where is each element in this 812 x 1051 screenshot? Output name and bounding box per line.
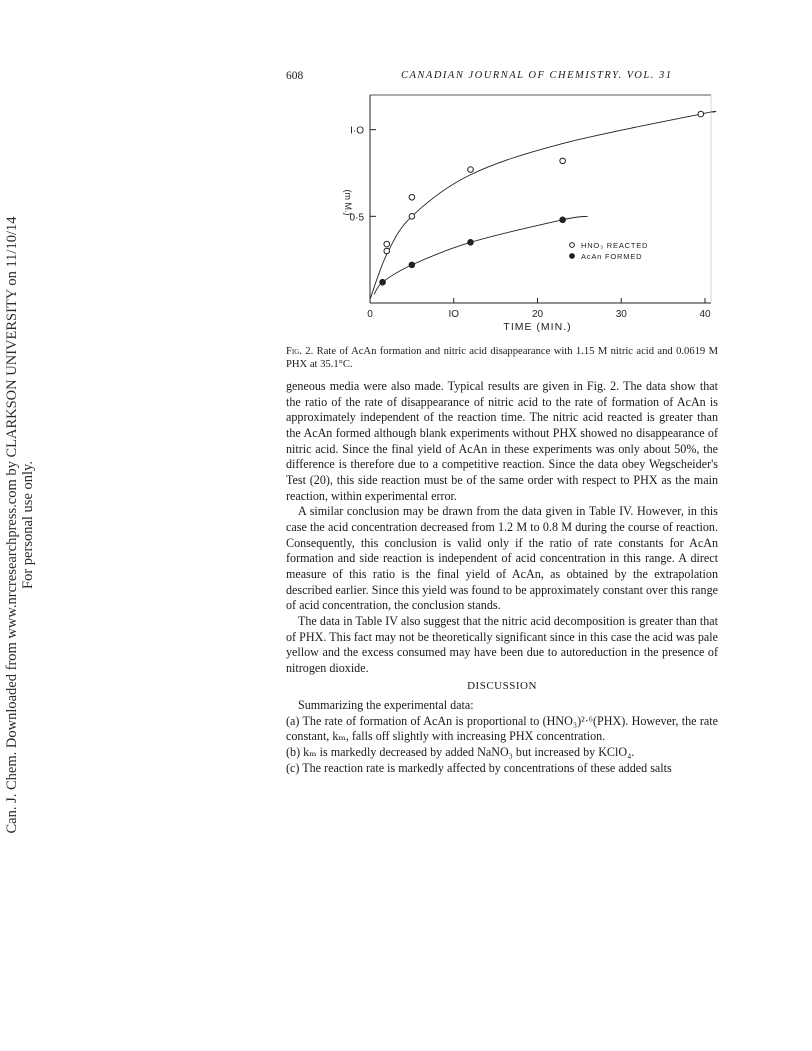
- body-text: [286, 379, 718, 776]
- paragraph-4: Summarizing the experimental data:: [298, 698, 474, 713]
- paragraph-1: geneous media were also made. Typical results are given in Fig. 2. The data show that the ratio of the rate of disappearance of nitric acid to the rate of formation of AcAn is approximately independent of the reaction time. The nitric acid reacted is greater than the AcAn formed although blank experiments without PHX showed no disappearance of nitric acid. Since the final yield of AcAn in these experiments was only about 50%, the difference is therefore due to a competitive reaction. Since the data obey Wegscheider's Test (20), this side reaction must be of the same order with respect to PHX as the main reaction, within experimental error.: [286, 379, 718, 503]
- curve-hno3-reacted: [370, 111, 716, 299]
- chart-marks: [370, 111, 716, 299]
- point-acan-formed: [409, 262, 415, 268]
- chart-axes: [370, 95, 711, 303]
- paragraph-3: The data in Table IV also suggest that the nitric acid decomposition is greater than that of PHX. This fact may not be theoretically significant since in this case the acid was pale yellow and the excess consumed may have been due to autoreduction in the presence of nitrogen dioxide.: [286, 613, 718, 675]
- y-tick-label: I·O: [350, 125, 364, 137]
- caption-label: Fig. 2.: [286, 346, 314, 357]
- section-heading: DISCUSSION: [467, 680, 537, 693]
- figure-2: [300, 85, 720, 355]
- list-item-a: (a) The rate of formation of AcAn is proportional to (HNO₃)²·⁶(PHX). However, the rate constant, kₘ, falls off slightly with increasing PHX concentration.: [286, 713, 718, 744]
- legend-marker: [570, 243, 575, 248]
- point-hno3-reacted: [384, 248, 390, 254]
- point-hno3-reacted: [409, 194, 415, 200]
- point-acan-formed: [560, 217, 566, 223]
- y-tick-label: 0·5: [349, 212, 364, 224]
- x-tick-label: IO: [448, 309, 460, 320]
- caption-text: Rate of AcAn formation and nitric acid disappearance with 1.15 M nitric acid and 0.0619 M PHX at 35.1°C.: [286, 346, 719, 370]
- figure-caption: [286, 345, 718, 371]
- point-hno3-reacted: [384, 241, 390, 247]
- point-acan-formed: [468, 240, 474, 246]
- legend-marker: [570, 254, 575, 259]
- point-acan-formed: [380, 279, 386, 285]
- point-hno3-reacted: [698, 111, 704, 117]
- journal-title: CANADIAN JOURNAL OF CHEMISTRY. VOL. 31: [401, 70, 673, 81]
- legend-label: HNO₃ REACTED: [581, 241, 649, 250]
- rate-chart: [300, 85, 720, 355]
- curve-acan-formed: [374, 216, 588, 294]
- x-tick-label: 20: [531, 309, 544, 320]
- x-axis-label: TIME (MIN.): [503, 321, 572, 333]
- list-item-c: (c) The reaction rate is markedly affected by concentrations of these added salts: [286, 760, 672, 775]
- chart-labels: [343, 126, 711, 333]
- point-hno3-reacted: [409, 214, 415, 220]
- watermark-line-2: For personal use only.: [20, 461, 36, 589]
- download-watermark: [0, 0, 40, 1051]
- x-tick-label: 0: [367, 309, 373, 320]
- y-axis-label: (m M.): [343, 189, 353, 216]
- page-number: 608: [286, 70, 304, 82]
- point-hno3-reacted: [468, 167, 474, 173]
- x-tick-label: 40: [699, 309, 711, 320]
- x-tick-label: 30: [615, 309, 627, 320]
- point-hno3-reacted: [560, 158, 566, 164]
- watermark-line-1: Can. J. Chem. Downloaded from www.nrcresearchpress.com by CLARKSON UNIVERSITY on 11/10/14: [4, 216, 20, 834]
- legend-label: AcAn FORMED: [581, 252, 643, 261]
- paragraph-2: A similar conclusion may be drawn from the data given in Table IV. However, in this case the acid concentration decreased from 1.2 M to 0.8 M during the course of reaction. Consequently, this conclusion is valid only if the ratio of rate constants for AcAn formation and side reaction is independent of acid concentration in this range. A direct measure of this ratio is the final yield of AcAn, as obtained by the extrapolation described earlier. Since this yield was found to be approximately constant over this range of acid concentration, the conclusion stands.: [286, 504, 718, 613]
- list-item-b: (b) kₘ is markedly decreased by added NaNO₃ but increased by KClO₄.: [286, 745, 635, 760]
